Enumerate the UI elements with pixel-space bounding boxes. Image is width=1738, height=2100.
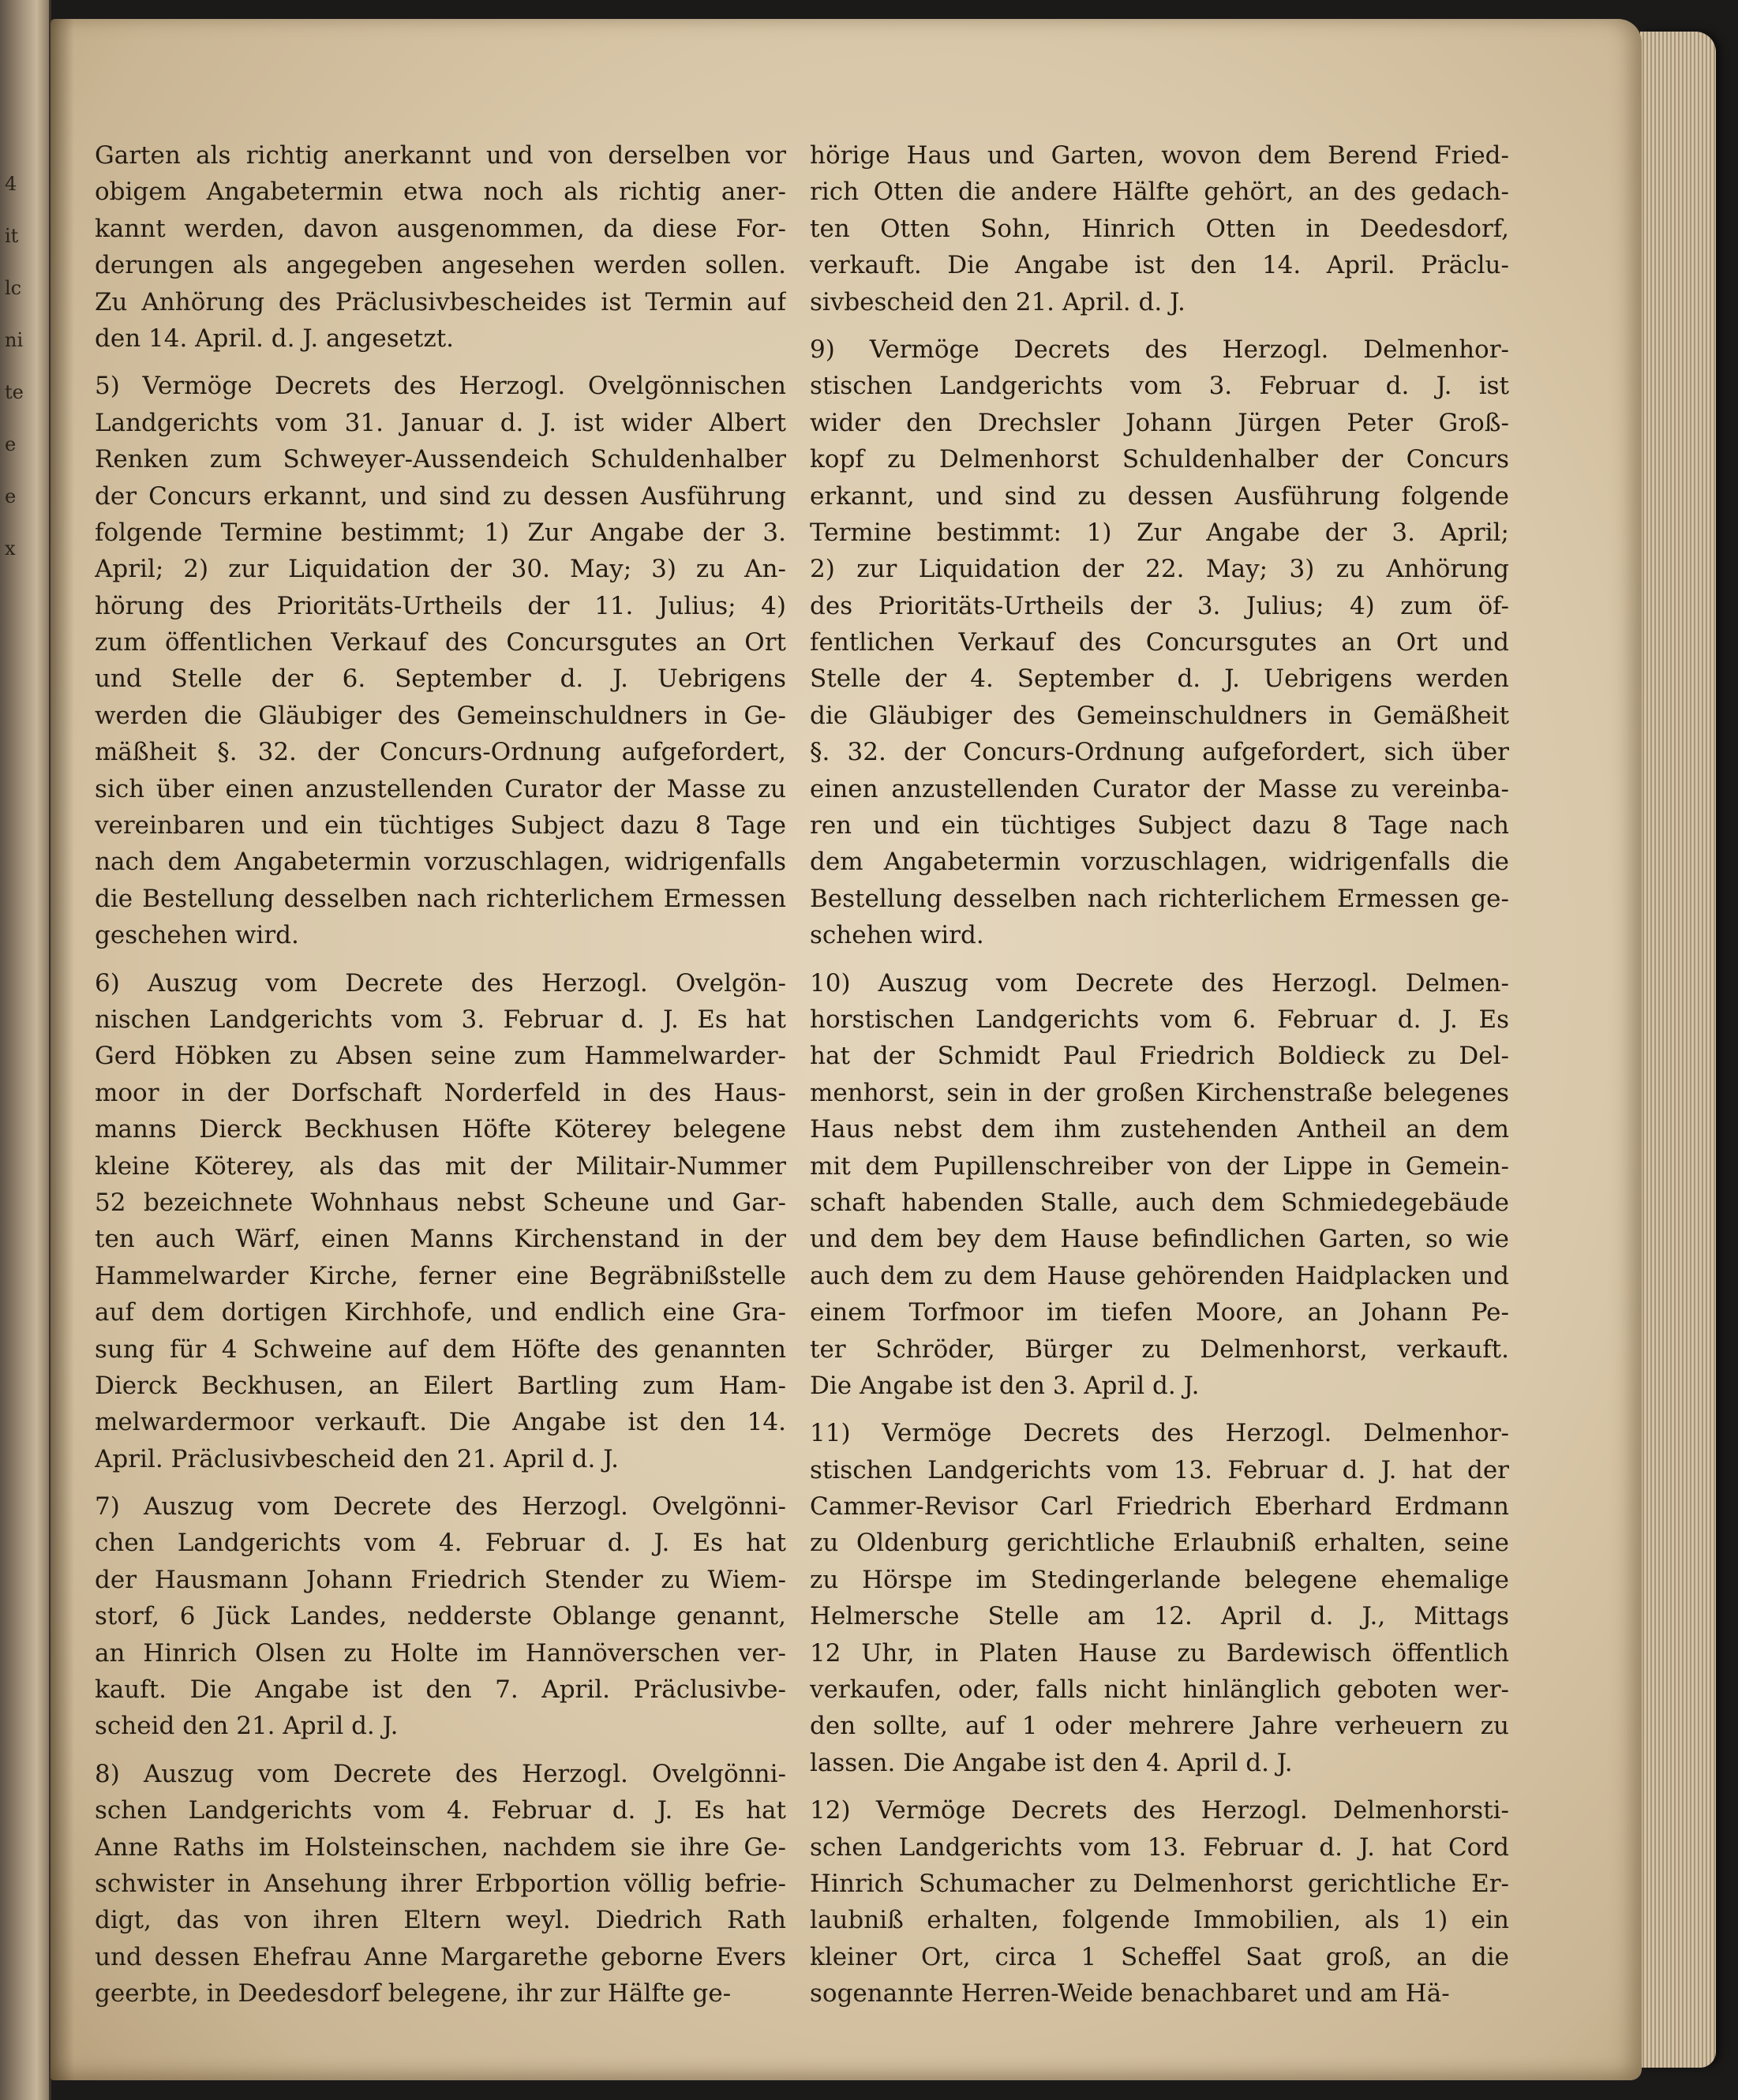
- text-line: schaft habenden Stalle, auch dem Schmiedegebäude: [810, 1188, 1509, 1217]
- text-line: kleiner Ort, circa 1 Scheffel Saat groß, an die: [810, 1942, 1509, 1971]
- text-line: schen Landgerichts vom 4. Februar d. J. Es hat: [95, 1796, 786, 1825]
- text-line: manns Dierck Beckhusen Höfte Köterey belegene: [95, 1115, 786, 1144]
- text-line: der Concurs erkannt, und sind zu dessen Ausführung: [95, 481, 786, 511]
- text-line: sung für 4 Schweine auf dem Höfte des genannten: [95, 1334, 786, 1364]
- text-line: 2) zur Liquidation der 22. May; 3) zu Anhörung: [810, 555, 1509, 584]
- text-line: und Stelle der 6. September d. J. Uebrigens: [95, 664, 786, 694]
- printed-page: [51, 19, 1642, 2080]
- text-line: laubniß erhalten, folgende Immobilien, als 1) ein: [810, 1906, 1509, 1935]
- text-line: schehen wird.: [810, 921, 984, 950]
- text-line: Renken zum Schweyer-Aussendeich Schuldenhalber: [95, 445, 786, 474]
- text-line: und dessen Ehefrau Anne Margarethe geborne Evers: [95, 1942, 786, 1971]
- text-column-right: [810, 137, 1509, 2023]
- text-line: 8) Auszug vom Decrete des Herzogl. Ovelgönni-: [95, 1759, 786, 1788]
- text-line: derungen als angegeben angesehen werden sollen.: [95, 251, 786, 280]
- text-line: werden die Gläubiger des Gemeinschuldners in Ge-: [95, 701, 786, 730]
- text-line: zum öffentlichen Verkauf des Concursgutes an Ort: [95, 628, 786, 657]
- text-line: kleine Köterey, als das mit der Militair-Nummer: [95, 1151, 786, 1181]
- text-line: kannt werden, davon ausgenommen, da diese For-: [95, 214, 786, 243]
- text-line: verkauft. Die Angabe ist den 14. April. Präclu-: [810, 251, 1509, 280]
- text-line: verkaufen, oder, falls nicht hinlänglich geboten wer-: [810, 1675, 1509, 1705]
- notice-paragraph: [810, 1792, 1509, 2012]
- text-line: den 14. April. d. J. angesetzt.: [95, 324, 455, 353]
- text-line: sich über einen anzustellenden Curator der Masse zu: [95, 774, 786, 803]
- text-line: einem Torfmoor im tiefen Moore, an Johann Pe-: [810, 1298, 1509, 1327]
- text-line: chen Landgerichts vom 4. Februar d. J. Es hat: [95, 1529, 786, 1558]
- facing-page-fragments: [5, 158, 24, 575]
- text-line: folgende Termine bestimmt; 1) Zur Angabe der 3.: [95, 518, 786, 547]
- text-line: Landgerichts vom 31. Januar d. J. ist wider Albert: [95, 408, 786, 437]
- text-line: hörung des Prioritäts-Urtheils der 11. Julius; 4): [95, 591, 786, 620]
- notice-paragraph: [95, 1488, 786, 1745]
- text-line: den sollte, auf 1 oder mehrere Jahre verheuern zu: [810, 1712, 1509, 1741]
- text-line: obigem Angabetermin etwa noch als richtig aner-: [95, 178, 786, 207]
- text-line: zu Oldenburg gerichtliche Erlaubniß erhalten, seine: [810, 1529, 1509, 1558]
- text-line: nach dem Angabetermin vorzuschlagen, widrigenfalls: [95, 848, 786, 877]
- text-line: Garten als richtig anerkannt und von derselben vor: [95, 141, 786, 170]
- text-line: geerbte, in Deedesdorf belegene, ihr zur Hälfte ge-: [95, 1979, 732, 2008]
- text-line: stischen Landgerichts vom 13. Februar d. J. hat der: [810, 1455, 1509, 1484]
- text-line: auch dem zu dem Hause gehörenden Haidplacken und: [810, 1261, 1509, 1290]
- text-line: erkannt, und sind zu dessen Ausführung folgende: [810, 481, 1509, 511]
- text-line: Termine bestimmt: 1) Zur Angabe der 3. April;: [810, 518, 1509, 547]
- text-line: Bestellung desselben nach richterlichem Ermessen ge-: [810, 884, 1509, 913]
- text-line: zu Hörspe im Stedingerlande belegene ehemalige: [810, 1565, 1509, 1594]
- text-line: lassen. Die Angabe ist den 4. April d. J.: [810, 1748, 1293, 1777]
- text-line: der Hausmann Johann Friedrich Stender zu Wiem-: [95, 1565, 786, 1594]
- text-line: kopf zu Delmenhorst Schuldenhalber der Concurs: [810, 445, 1509, 474]
- notice-paragraph: [95, 1756, 786, 2012]
- facing-page-fragment: it: [5, 225, 19, 247]
- text-line: scheid den 21. April d. J.: [95, 1712, 399, 1741]
- text-line: menhorst, sein in der großen Kirchenstraße belegenes: [810, 1078, 1509, 1107]
- binding-gutter-shadow: [51, 19, 74, 2080]
- text-line: 12 Uhr, in Platen Hause zu Bardewisch öffentlich: [810, 1638, 1509, 1668]
- page-fore-edge: [1640, 32, 1716, 2068]
- text-line: 12) Vermöge Decrets des Herzogl. Delmenhorsti-: [810, 1796, 1509, 1825]
- text-line: Zu Anhörung des Präclusivbescheides ist Termin auf: [95, 287, 786, 316]
- text-line: §. 32. der Concurs-Ordnung aufgefordert, sich über: [810, 738, 1509, 767]
- text-line: kauft. Die Angabe ist den 7. April. Präclusivbe-: [95, 1675, 786, 1705]
- text-line: Dierck Beckhusen, an Eilert Bartling zum Ham-: [95, 1371, 786, 1400]
- facing-page-edge: [0, 0, 51, 2100]
- text-line: sivbescheid den 21. April. d. J.: [810, 287, 1186, 316]
- text-line: wider den Drechsler Johann Jürgen Peter Groß-: [810, 408, 1509, 437]
- facing-page-fragment: lc: [5, 277, 22, 299]
- text-line: die Bestellung desselben nach richterlichem Ermessen: [95, 884, 786, 913]
- notice-paragraph: [95, 137, 786, 357]
- text-line: nischen Landgerichts vom 3. Februar d. J. Es hat: [95, 1005, 786, 1034]
- text-line: ren und ein tüchtiges Subject dazu 8 Tage nach: [810, 811, 1509, 840]
- text-line: an Hinrich Olsen zu Holte im Hannöverschen ver-: [95, 1638, 786, 1668]
- text-line: melwardermoor verkauft. Die Angabe ist den 14.: [95, 1408, 786, 1437]
- text-line: hörige Haus und Garten, wovon dem Berend Fried-: [810, 141, 1509, 170]
- text-line: Hinrich Schumacher zu Delmenhorst gerichtliche Er-: [810, 1869, 1509, 1898]
- text-line: des Prioritäts-Urtheils der 3. Julius; 4) zum öf-: [810, 591, 1509, 620]
- text-line: schen Landgerichts vom 13. Februar d. J. hat Cord: [810, 1832, 1509, 1862]
- text-line: 9) Vermöge Decrets des Herzogl. Delmenhor-: [810, 335, 1509, 364]
- text-line: Haus nebst dem ihm zustehenden Antheil an dem: [810, 1115, 1509, 1144]
- text-line: rich Otten die andere Hälfte gehört, an des gedach-: [810, 178, 1509, 207]
- text-line: Cammer-Revisor Carl Friedrich Eberhard Erdmann: [810, 1492, 1509, 1522]
- text-line: die Gläubiger des Gemeinschuldners in Gemäßheit: [810, 701, 1509, 730]
- facing-page-fragment: e: [5, 485, 17, 507]
- text-line: ten Otten Sohn, Hinrich Otten in Deedesdorf,: [810, 214, 1509, 243]
- facing-page-fragment: ni: [5, 329, 24, 351]
- text-line: auf dem dortigen Kirchhofe, und endlich eine Gra-: [95, 1298, 786, 1327]
- text-line: geschehen wird.: [95, 921, 299, 950]
- notice-paragraph: [810, 137, 1509, 320]
- notice-paragraph: [95, 965, 786, 1477]
- text-line: mit dem Pupillenschreiber von der Lippe in Gemein-: [810, 1151, 1509, 1181]
- text-line: Anne Raths im Holsteinschen, nachdem sie ihre Ge-: [95, 1832, 786, 1862]
- text-line: Gerd Höbken zu Absen seine zum Hammelwarder-: [95, 1042, 786, 1071]
- text-line: 52 bezeichnete Wohnhaus nebst Scheune und Gar-: [95, 1188, 786, 1217]
- text-line: vereinbaren und ein tüchtiges Subject dazu 8 Tage: [95, 811, 786, 840]
- text-line: digt, das von ihren Eltern weyl. Diedrich Rath: [95, 1906, 786, 1935]
- text-line: April. Präclusivbescheid den 21. April d. J.: [95, 1444, 620, 1473]
- facing-page-fragment: te: [5, 381, 24, 403]
- text-line: fentlichen Verkauf des Concursgutes an Ort und: [810, 628, 1509, 657]
- text-line: und dem bey dem Hause befindlichen Garten, so wie: [810, 1225, 1509, 1254]
- facing-page-fragment: x: [5, 537, 16, 560]
- facing-page-fragment: 4: [5, 173, 17, 195]
- text-line: Helmersche Stelle am 12. April d. J., Mittags: [810, 1602, 1509, 1631]
- text-line: hat der Schmidt Paul Friedrich Boldieck zu Del-: [810, 1042, 1509, 1071]
- facing-page-fragment: e: [5, 433, 17, 455]
- notice-paragraph: [95, 368, 786, 953]
- text-line: 10) Auszug vom Decrete des Herzogl. Delmen-: [810, 968, 1509, 998]
- text-line: 6) Auszug vom Decrete des Herzogl. Ovelgön-: [95, 968, 786, 998]
- notice-paragraph: [810, 331, 1509, 954]
- text-line: storf, 6 Jück Landes, nedderste Oblange genannt,: [95, 1602, 786, 1631]
- text-line: ten auch Wärf, einen Manns Kirchenstand in der: [95, 1225, 786, 1254]
- text-line: schwister in Ansehung ihrer Erbportion völlig befrie-: [95, 1869, 786, 1898]
- text-line: dem Angabetermin vorzuschlagen, widrigenfalls die: [810, 848, 1509, 877]
- text-line: einen anzustellenden Curator der Masse zu vereinba-: [810, 774, 1509, 803]
- text-line: horstischen Landgerichts vom 6. Februar d. J. Es: [810, 1005, 1509, 1034]
- text-line: moor in der Dorfschaft Norderfeld in des Haus-: [95, 1078, 786, 1107]
- text-line: 5) Vermöge Decrets des Herzogl. Ovelgönnischen: [95, 372, 786, 401]
- text-line: Die Angabe ist den 3. April d. J.: [810, 1371, 1200, 1400]
- text-line: Stelle der 4. September d. J. Uebrigens werden: [810, 664, 1509, 694]
- text-line: ter Schröder, Bürger zu Delmenhorst, verkauft.: [810, 1334, 1509, 1364]
- text-line: sogenannte Herren-Weide benachbaret und am Hä-: [810, 1979, 1450, 2008]
- notice-paragraph: [810, 1415, 1509, 1781]
- text-line: mäßheit §. 32. der Concurs-Ordnung aufgefordert,: [95, 738, 786, 767]
- text-line: 11) Vermöge Decrets des Herzogl. Delmenhor-: [810, 1419, 1509, 1448]
- text-line: April; 2) zur Liquidation der 30. May; 3) zu An-: [95, 555, 786, 584]
- text-line: 7) Auszug vom Decrete des Herzogl. Ovelgönni-: [95, 1492, 786, 1522]
- text-column-left: [95, 137, 786, 2023]
- text-line: stischen Landgerichts vom 3. Februar d. J. ist: [810, 372, 1509, 401]
- notice-paragraph: [810, 965, 1509, 1405]
- text-line: Hammelwarder Kirche, ferner eine Begräbnißstelle: [95, 1261, 786, 1290]
